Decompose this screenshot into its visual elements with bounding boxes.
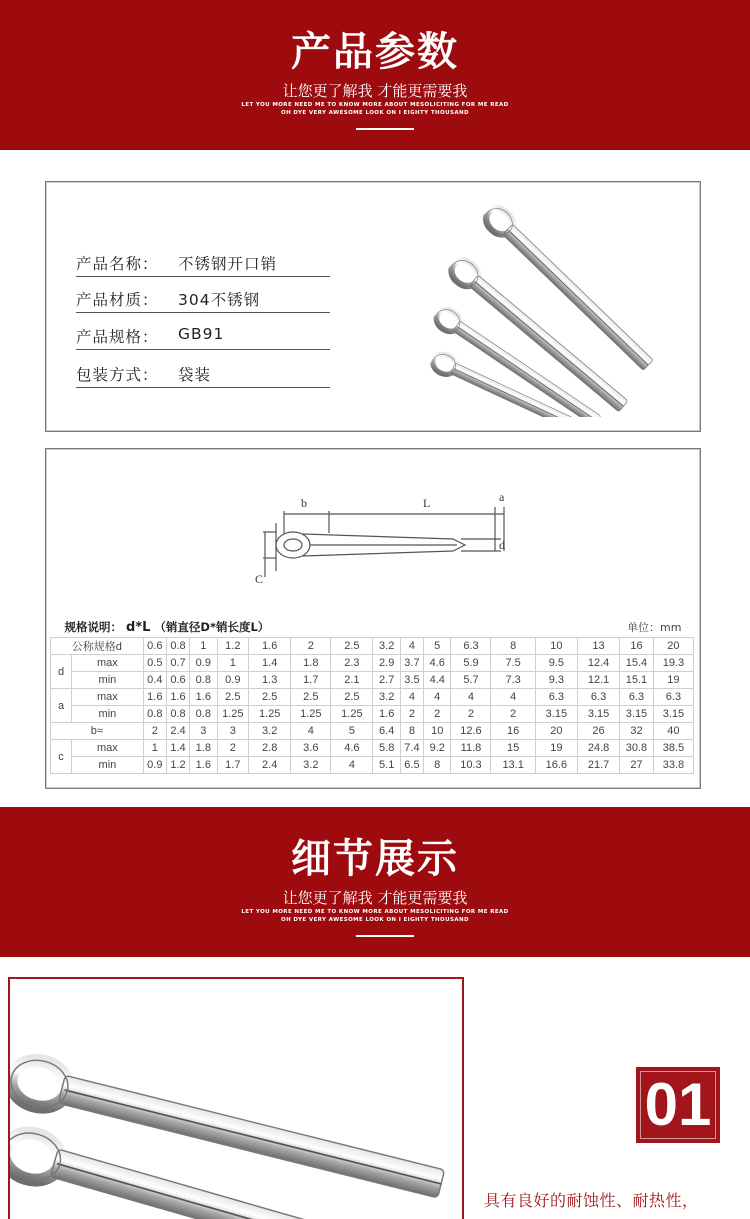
spec-sub-label: max [72, 740, 144, 757]
spec-cell: 2 [451, 706, 491, 723]
cotter-pins-image [426, 192, 666, 417]
spec-cell: 30.8 [620, 740, 654, 757]
spec-cell: 2.5 [331, 689, 373, 706]
spec-nominal-cell: 13 [577, 638, 619, 655]
spec-cell: 3.15 [577, 706, 619, 723]
spec-nominal-cell: 16 [620, 638, 654, 655]
diagram-label-a: a [499, 490, 505, 504]
diagram-label-L: L [423, 496, 431, 510]
spec-group-label: c [51, 740, 72, 774]
spec-cell: 4 [400, 689, 423, 706]
spec-cell: 0.4 [143, 672, 166, 689]
spec-unit: 单位：mm [535, 617, 693, 638]
spec-cell: 6.3 [535, 689, 577, 706]
spec-cell: 0.9 [143, 757, 166, 774]
spec-cell: 3.15 [653, 706, 693, 723]
info-value: 304不锈钢 [178, 291, 261, 309]
spec-cell: 0.9 [190, 655, 217, 672]
spec-cell: 3.6 [291, 740, 331, 757]
spec-cell: 40 [653, 723, 693, 740]
spec-cell: 1.25 [331, 706, 373, 723]
spec-cell: 0.8 [190, 706, 217, 723]
spec-nominal-cell: 2 [291, 638, 331, 655]
spec-cell: 12.6 [451, 723, 491, 740]
spec-cell: 6.5 [400, 757, 423, 774]
spec-cell: 4 [331, 757, 373, 774]
spec-cell: 4 [491, 689, 535, 706]
spec-cell: 2 [491, 706, 535, 723]
spec-cell: 4 [291, 723, 331, 740]
spec-cell: 20 [535, 723, 577, 740]
spec-cell: 1.8 [190, 740, 217, 757]
info-value: 不锈钢开口销 [178, 255, 278, 273]
spec-title-prefix: 规格说明： [64, 620, 122, 634]
spec-nominal-cell: 5 [424, 638, 451, 655]
spec-cell: 2 [143, 723, 166, 740]
spec-cell: 1 [217, 655, 249, 672]
spec-cell: 33.8 [653, 757, 693, 774]
spec-cell: 2.5 [291, 689, 331, 706]
spec-cell: 1.6 [143, 689, 166, 706]
spec-cell: 8 [400, 723, 423, 740]
spec-cell: 7.3 [491, 672, 535, 689]
info-row-name [76, 252, 330, 277]
spec-row [51, 672, 694, 689]
spec-row [51, 706, 694, 723]
spec-nominal-cell: 3.2 [373, 638, 400, 655]
spec-cell: 19 [535, 740, 577, 757]
spec-cell: 2.8 [249, 740, 291, 757]
spec-cell: 3.15 [620, 706, 654, 723]
spec-cell: 3.5 [400, 672, 423, 689]
detail-number-badge: 01 [636, 1067, 720, 1143]
spec-nominal-cell: 20 [653, 638, 693, 655]
spec-cell: 16 [491, 723, 535, 740]
section-banner-details [0, 807, 750, 957]
spec-cell: 15.4 [620, 655, 654, 672]
info-value: 袋装 [178, 366, 212, 384]
spec-cell: 3.2 [373, 689, 400, 706]
spec-cell: 4.4 [424, 672, 451, 689]
spec-row [51, 740, 694, 757]
spec-cell: 3.7 [400, 655, 423, 672]
info-row-spec [76, 325, 330, 350]
spec-cell: 2 [400, 706, 423, 723]
spec-cell: 32 [620, 723, 654, 740]
spec-cell: 11.8 [451, 740, 491, 757]
spec-cell: 1.6 [190, 689, 217, 706]
spec-nominal-cell: 0.6 [143, 638, 166, 655]
spec-cell: 19.3 [653, 655, 693, 672]
spec-cell: 10 [424, 723, 451, 740]
spec-cell: 1.6 [373, 706, 400, 723]
spec-cell: 2.3 [331, 655, 373, 672]
spec-cell: 6.4 [373, 723, 400, 740]
spec-cell: 7.5 [491, 655, 535, 672]
section-en-line1: LET YOU MORE NEED ME TO KNOW MORE ABOUT MESOLICITING FOR ME READ [241, 909, 509, 915]
spec-cell: 12.1 [577, 672, 619, 689]
spec-cell: 4.6 [331, 740, 373, 757]
detail-image-frame [8, 977, 464, 1219]
spec-cell: 1.4 [249, 655, 291, 672]
section-en-line2: OH DYE VERY AWESOME LOOK ON I EIGHTY THOUSAND [281, 110, 469, 116]
spec-cell: 1 [143, 740, 166, 757]
spec-cell: 1.2 [166, 757, 189, 774]
section-en-line1: LET YOU MORE NEED ME TO KNOW MORE ABOUT MESOLICITING FOR ME READ [241, 102, 509, 108]
spec-cell: 6.3 [653, 689, 693, 706]
spec-cell: 1.3 [249, 672, 291, 689]
info-label: 包装方式： [76, 366, 159, 384]
spec-cell: 8 [424, 757, 451, 774]
spec-cell: 2.5 [217, 689, 249, 706]
spec-cell: 0.6 [166, 672, 189, 689]
spec-cell: 2 [217, 740, 249, 757]
cotter-pin-closeup [10, 979, 462, 1219]
section-subtitle: 让您更了解我 才能更需要我 [282, 82, 468, 100]
spec-nominal-cell: 1 [190, 638, 217, 655]
spec-cell: 2.4 [249, 757, 291, 774]
section-en-line2: OH DYE VERY AWESOME LOOK ON I EIGHTY THOUSAND [281, 917, 469, 923]
spec-cell: 2.9 [373, 655, 400, 672]
spec-cell: 15 [491, 740, 535, 757]
info-row-material [76, 288, 330, 313]
spec-group-label: d [51, 655, 72, 689]
spec-cell: 19 [653, 672, 693, 689]
info-label: 产品规格： [76, 328, 159, 346]
cotter-pin-diagram [251, 487, 511, 587]
spec-cell: 24.8 [577, 740, 619, 757]
spec-cell: 3.2 [291, 757, 331, 774]
spec-row [51, 723, 694, 740]
spec-cell: 10.3 [451, 757, 491, 774]
spec-cell: 9.5 [535, 655, 577, 672]
spec-cell: 4.6 [424, 655, 451, 672]
spec-row [51, 689, 694, 706]
spec-cell: 2.1 [331, 672, 373, 689]
spec-cell: 5.9 [451, 655, 491, 672]
spec-cell: 9.2 [424, 740, 451, 757]
spec-cell: 12.4 [577, 655, 619, 672]
spec-cell: 9.3 [535, 672, 577, 689]
spec-nominal-cell: 4 [400, 638, 423, 655]
spec-title [51, 617, 536, 638]
spec-cell: 2.7 [373, 672, 400, 689]
spec-sub-label: min [72, 672, 144, 689]
spec-header-label: 公称规格d [51, 638, 144, 655]
spec-cell: 2.4 [166, 723, 189, 740]
spec-cell: 7.4 [400, 740, 423, 757]
spec-row [51, 655, 694, 672]
spec-cell: 3 [190, 723, 217, 740]
spec-cell: 3.2 [249, 723, 291, 740]
section-title: 细节展示 [291, 836, 459, 882]
spec-cell: 5 [331, 723, 373, 740]
product-info-panel [45, 181, 701, 432]
spec-cell: 27 [620, 757, 654, 774]
spec-table [50, 617, 694, 774]
spec-cell: 21.7 [577, 757, 619, 774]
spec-cell: 0.8 [143, 706, 166, 723]
section-subtitle: 让您更了解我 才能更需要我 [282, 889, 468, 907]
spec-row [51, 757, 694, 774]
spec-cell: 2 [424, 706, 451, 723]
spec-cell: 5.7 [451, 672, 491, 689]
spec-cell: 38.5 [653, 740, 693, 757]
section-title: 产品参数 [291, 29, 459, 75]
spec-cell: 1.7 [217, 757, 249, 774]
spec-cell: 15.1 [620, 672, 654, 689]
spec-cell: 0.9 [217, 672, 249, 689]
section-banner-params [0, 0, 750, 150]
spec-sub-label: b≈ [51, 723, 144, 740]
info-label: 产品材质： [76, 291, 159, 309]
spec-cell: 3 [217, 723, 249, 740]
spec-title-formula: d*L [126, 620, 151, 635]
spec-sub-label: min [72, 757, 144, 774]
diagram-label-c: C [255, 572, 264, 586]
info-row-packaging [76, 363, 330, 388]
spec-cell: 1.7 [291, 672, 331, 689]
spec-cell: 4 [451, 689, 491, 706]
spec-nominal-cell: 1.2 [217, 638, 249, 655]
spec-cell: 5.8 [373, 740, 400, 757]
spec-nominal-cell: 1.6 [249, 638, 291, 655]
spec-cell: 3.15 [535, 706, 577, 723]
section-divider [356, 128, 414, 130]
spec-cell: 0.8 [166, 706, 189, 723]
spec-cell: 1.8 [291, 655, 331, 672]
spec-cell: 1.25 [291, 706, 331, 723]
spec-nominal-cell: 8 [491, 638, 535, 655]
spec-panel [45, 448, 701, 789]
spec-title-note: （销直径D*销长度L） [154, 620, 270, 634]
spec-cell: 6.3 [620, 689, 654, 706]
spec-cell: 1.6 [190, 757, 217, 774]
spec-cell: 0.5 [143, 655, 166, 672]
spec-cell: 4 [424, 689, 451, 706]
spec-cell: 5.1 [373, 757, 400, 774]
spec-cell: 1.4 [166, 740, 189, 757]
spec-cell: 1.6 [166, 689, 189, 706]
spec-sub-label: max [72, 655, 144, 672]
spec-row-nominal [51, 638, 694, 655]
spec-cell: 0.8 [190, 672, 217, 689]
spec-cell: 2.5 [249, 689, 291, 706]
spec-cell: 16.6 [535, 757, 577, 774]
spec-cell: 0.7 [166, 655, 189, 672]
diagram-label-d: d [499, 538, 505, 552]
info-value: GB91 [178, 325, 225, 343]
spec-group-label: a [51, 689, 72, 723]
spec-cell: 1.25 [217, 706, 249, 723]
info-label: 产品名称： [76, 255, 159, 273]
spec-sub-label: max [72, 689, 144, 706]
spec-nominal-cell: 10 [535, 638, 577, 655]
diagram-label-b: b [301, 496, 307, 510]
spec-nominal-cell: 2.5 [331, 638, 373, 655]
spec-cell: 6.3 [577, 689, 619, 706]
spec-nominal-cell: 0.8 [166, 638, 189, 655]
spec-cell: 13.1 [491, 757, 535, 774]
section-divider [356, 935, 414, 937]
spec-cell: 1.25 [249, 706, 291, 723]
spec-cell: 26 [577, 723, 619, 740]
spec-sub-label: min [72, 706, 144, 723]
detail-description: 具有良好的耐蚀性、耐热性， [484, 1191, 699, 1210]
spec-nominal-cell: 6.3 [451, 638, 491, 655]
